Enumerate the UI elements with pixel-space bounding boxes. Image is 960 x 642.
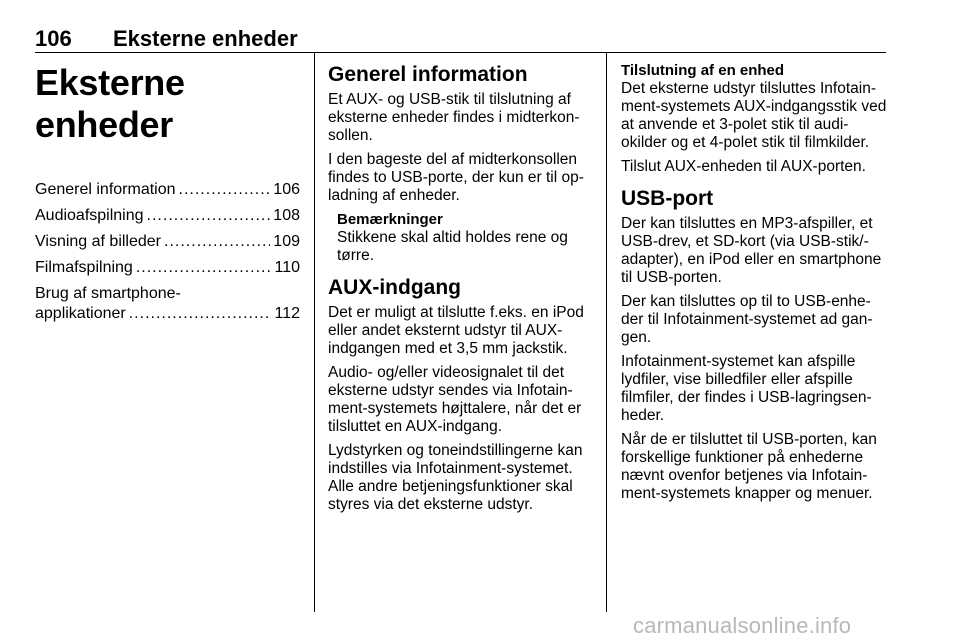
section-heading-general: Generel information	[328, 63, 528, 86]
watermark: carmanualsonline.info	[633, 613, 852, 638]
toc-entry-label: Filmafspilning	[35, 259, 133, 276]
column-divider-1	[314, 53, 315, 612]
toc-entry-label: Audioafspilning	[35, 207, 144, 224]
column-1	[35, 62, 300, 330]
toc-leader	[136, 258, 272, 278]
toc-entry-label-line1: Brug af smartphone-	[35, 285, 181, 302]
note-text: Stikkene skal altid holdes rene og tørre.	[337, 229, 568, 264]
toc-leader	[129, 304, 272, 324]
toc-leader	[164, 232, 270, 252]
paragraph: Der kan tilsluttes en MP3-afspiller, et USB-drev, et SD-kort (via USB-stik/- adapter), en iPod eller en smartphone til USB-porten.	[621, 215, 882, 286]
paragraph: Audio- og/eller videosignalet til det eksterne udstyr sendes via Infotain- ment-systemets højttalere, når det er tilsluttet en AUX-indgang.	[328, 364, 582, 435]
page-number: 106	[35, 26, 72, 51]
toc-entry-page: 112	[274, 305, 300, 322]
paragraph: I den bageste del af midterkonsollen findes to USB-porte, der kun er til op- ladning af enheder.	[328, 151, 584, 204]
toc-entry[interactable]	[35, 206, 300, 226]
paragraph: Der kan tilsluttes op til to USB-enhe- der til Infotainment-systemet ad gan- gen.	[621, 293, 873, 346]
header-rule	[35, 52, 886, 53]
note-box	[337, 211, 592, 265]
paragraph: Infotainment-systemet kan afspille lydfiler, vise billedfiler eller afspille filmfiler, der findes i USB-lagringsen- heder.	[621, 353, 872, 424]
column-2	[328, 62, 592, 520]
subheading-connect-device: Tilslutning af en enhed	[621, 62, 785, 79]
section-heading-usb: USB-port	[621, 187, 714, 210]
toc-entry-page: 106	[273, 181, 300, 198]
toc-entry[interactable]	[35, 232, 300, 252]
paragraph: Tilslut AUX-enheden til AUX-porten.	[621, 158, 866, 175]
toc-entry-label: applikationer	[35, 305, 126, 322]
paragraph: Når de er tilsluttet til USB-porten, kan forskellige funktioner på enhederne nævnt ovenfor betjenes via Infotain- ment-systemets knapper og menuer.	[621, 431, 877, 502]
note-title: Bemærkninger	[337, 211, 443, 228]
toc-leader	[179, 180, 271, 200]
paragraph: Det er muligt at tilslutte f.eks. en iPod eller andet eksternt udstyr til AUX- indgangen med et 3,5 mm jackstik.	[328, 304, 584, 357]
toc-leader	[147, 206, 271, 226]
column-divider-2	[606, 53, 607, 612]
column-3	[621, 62, 888, 509]
toc-entry-page: 109	[273, 233, 300, 250]
table-of-contents	[35, 180, 300, 324]
section-heading-aux: AUX-indgang	[328, 276, 461, 299]
page-title: Eksterne enheder	[35, 62, 185, 145]
toc-entry-label: Generel information	[35, 181, 176, 198]
toc-entry-page: 110	[274, 259, 300, 276]
paragraph: Det eksterne udstyr tilsluttes Infotain- ment-systemets AUX-indgangsstik ved at anvende et 3-polet stik til audi- okilder og et 4-polet stik til filmkilder.	[621, 80, 887, 151]
toc-entry-page: 108	[273, 207, 300, 224]
toc-entry[interactable]	[35, 258, 300, 278]
toc-entry[interactable]	[35, 180, 300, 200]
toc-entry[interactable]	[35, 284, 300, 324]
toc-entry-label: Visning af billeder	[35, 233, 162, 250]
paragraph: Et AUX- og USB-stik til tilslutning af eksterne enheder findes i midterkon- sollen.	[328, 91, 580, 144]
paragraph: Lydstyrken og toneindstillingerne kan indstilles via Infotainment-systemet. Alle andre betjeningsfunktioner skal styres via det eksterne udstyr.	[328, 442, 583, 513]
running-header-title: Eksterne enheder	[113, 26, 298, 51]
running-header	[35, 26, 886, 52]
